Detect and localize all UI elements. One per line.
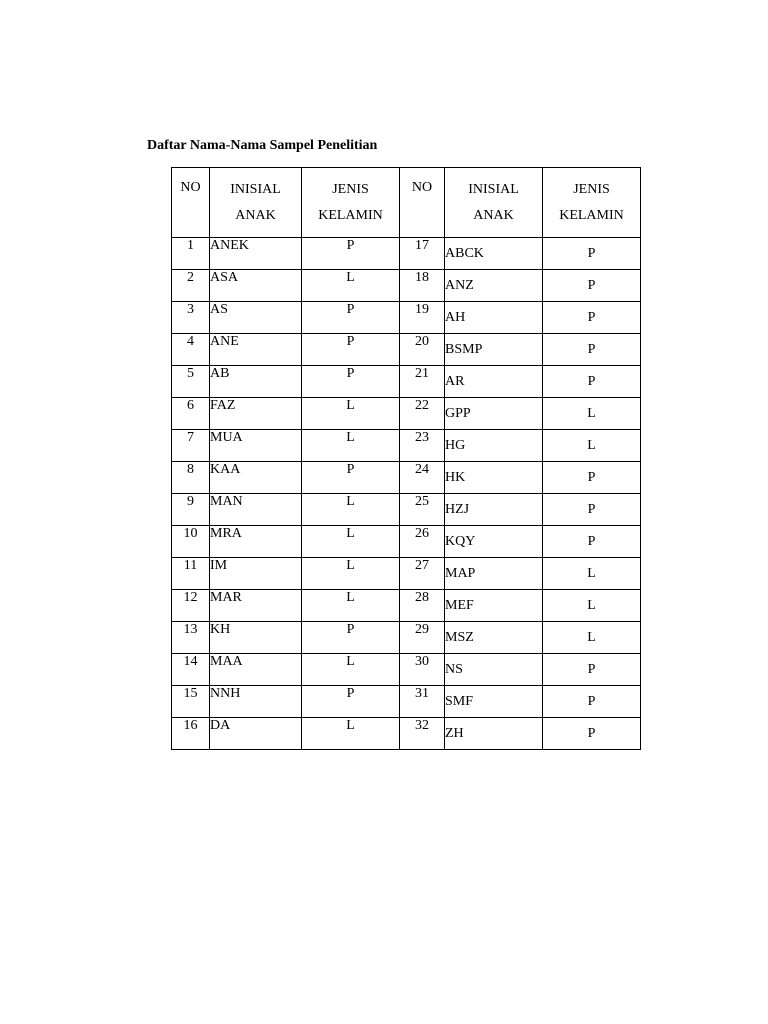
row-sex-left: L — [302, 398, 400, 430]
row-no-left: 10 — [172, 526, 210, 558]
row-no-left: 2 — [172, 270, 210, 302]
row-initial-left: MAR — [210, 590, 302, 622]
header-sex-left-line2: KELAMIN — [318, 207, 383, 223]
row-sex-left: L — [302, 590, 400, 622]
row-initial-right: MSZ — [445, 622, 543, 654]
row-initial-right: MAP — [445, 558, 543, 590]
row-no-right: 21 — [400, 366, 445, 398]
row-no-left: 15 — [172, 686, 210, 718]
row-no-right: 29 — [400, 622, 445, 654]
row-initial-left: AB — [210, 366, 302, 398]
table-row — [172, 622, 641, 654]
row-sex-right: P — [543, 654, 641, 686]
row-no-left: 5 — [172, 366, 210, 398]
row-sex-left: P — [302, 334, 400, 366]
row-sex-left: P — [302, 366, 400, 398]
header-sex-right — [543, 168, 641, 238]
row-sex-left: L — [302, 654, 400, 686]
row-initial-right: HZJ — [445, 494, 543, 526]
header-initial-right-line1: INISIAL — [468, 181, 519, 197]
row-sex-right: P — [543, 366, 641, 398]
header-sex-right-line2: KELAMIN — [559, 207, 624, 223]
table-row — [172, 334, 641, 366]
table-row — [172, 494, 641, 526]
row-sex-left: L — [302, 430, 400, 462]
table-row — [172, 654, 641, 686]
header-sex-left — [302, 168, 400, 238]
row-initial-left: MAN — [210, 494, 302, 526]
row-sex-right: P — [543, 718, 641, 750]
row-sex-left: L — [302, 270, 400, 302]
table-row — [172, 590, 641, 622]
table-row — [172, 398, 641, 430]
row-initial-right: HG — [445, 430, 543, 462]
table-header — [172, 168, 641, 238]
row-sex-left: P — [302, 238, 400, 270]
row-no-right: 31 — [400, 686, 445, 718]
row-initial-left: ASA — [210, 270, 302, 302]
row-no-right: 24 — [400, 462, 445, 494]
table-row — [172, 462, 641, 494]
row-sex-right: L — [543, 558, 641, 590]
document-title: Daftar Nama-Nama Sampel Penelitian — [147, 138, 378, 153]
header-row — [172, 168, 641, 238]
row-sex-right: P — [543, 238, 641, 270]
row-no-left: 1 — [172, 238, 210, 270]
row-initial-left: ANE — [210, 334, 302, 366]
row-sex-left: L — [302, 718, 400, 750]
row-initial-right: NS — [445, 654, 543, 686]
table-row — [172, 526, 641, 558]
row-no-left: 8 — [172, 462, 210, 494]
header-initial-left-line1: INISIAL — [230, 181, 281, 197]
row-no-left: 13 — [172, 622, 210, 654]
row-initial-right: ABCK — [445, 238, 543, 270]
row-sex-left: P — [302, 302, 400, 334]
row-sex-left: L — [302, 526, 400, 558]
row-no-right: 30 — [400, 654, 445, 686]
row-sex-right: P — [543, 494, 641, 526]
row-sex-right: P — [543, 270, 641, 302]
row-sex-left: L — [302, 558, 400, 590]
row-initial-right: MEF — [445, 590, 543, 622]
row-sex-right: P — [543, 462, 641, 494]
row-no-right: 27 — [400, 558, 445, 590]
row-no-left: 14 — [172, 654, 210, 686]
row-no-left: 4 — [172, 334, 210, 366]
row-no-left: 6 — [172, 398, 210, 430]
row-initial-left: MRA — [210, 526, 302, 558]
row-no-left: 12 — [172, 590, 210, 622]
table-row — [172, 366, 641, 398]
row-no-right: 17 — [400, 238, 445, 270]
row-no-left: 3 — [172, 302, 210, 334]
row-no-left: 7 — [172, 430, 210, 462]
row-initial-left: KH — [210, 622, 302, 654]
table-row — [172, 238, 641, 270]
row-sex-left: P — [302, 622, 400, 654]
table-row — [172, 718, 641, 750]
row-initial-left: DA — [210, 718, 302, 750]
row-sex-right: P — [543, 686, 641, 718]
header-no-right: NO — [400, 168, 445, 238]
row-initial-right: ZH — [445, 718, 543, 750]
row-no-left: 16 — [172, 718, 210, 750]
row-sex-right: P — [543, 526, 641, 558]
row-no-left: 11 — [172, 558, 210, 590]
row-no-right: 28 — [400, 590, 445, 622]
table-row — [172, 686, 641, 718]
table-row — [172, 430, 641, 462]
sample-table — [171, 167, 641, 750]
row-sex-right: L — [543, 398, 641, 430]
header-initial-left-line2: ANAK — [235, 207, 276, 223]
row-initial-left: ANEK — [210, 238, 302, 270]
row-no-right: 23 — [400, 430, 445, 462]
row-initial-left: KAA — [210, 462, 302, 494]
row-initial-left: MAA — [210, 654, 302, 686]
row-initial-right: SMF — [445, 686, 543, 718]
row-sex-right: L — [543, 590, 641, 622]
row-initial-right: GPP — [445, 398, 543, 430]
row-initial-right: BSMP — [445, 334, 543, 366]
header-initial-right-line2: ANAK — [473, 207, 514, 223]
row-no-right: 26 — [400, 526, 445, 558]
table-row — [172, 302, 641, 334]
row-initial-right: KQY — [445, 526, 543, 558]
row-sex-left: P — [302, 686, 400, 718]
row-sex-left: P — [302, 462, 400, 494]
table-body — [172, 238, 641, 750]
row-initial-right: ANZ — [445, 270, 543, 302]
row-no-right: 19 — [400, 302, 445, 334]
row-initial-left: MUA — [210, 430, 302, 462]
row-initial-right: AR — [445, 366, 543, 398]
row-no-right: 25 — [400, 494, 445, 526]
header-no-left: NO — [172, 168, 210, 238]
row-no-right: 32 — [400, 718, 445, 750]
row-initial-left: NNH — [210, 686, 302, 718]
row-initial-right: AH — [445, 302, 543, 334]
header-sex-left-line1: JENIS — [332, 181, 369, 197]
row-sex-right: P — [543, 302, 641, 334]
row-sex-left: L — [302, 494, 400, 526]
row-initial-left: AS — [210, 302, 302, 334]
row-sex-right: L — [543, 622, 641, 654]
row-no-right: 22 — [400, 398, 445, 430]
row-no-right: 20 — [400, 334, 445, 366]
row-sex-right: P — [543, 334, 641, 366]
row-initial-right: HK — [445, 462, 543, 494]
header-initial-left — [210, 168, 302, 238]
row-no-left: 9 — [172, 494, 210, 526]
table-row — [172, 558, 641, 590]
row-sex-right: L — [543, 430, 641, 462]
header-initial-right — [445, 168, 543, 238]
row-initial-left: FAZ — [210, 398, 302, 430]
row-no-right: 18 — [400, 270, 445, 302]
row-initial-left: IM — [210, 558, 302, 590]
header-sex-right-line1: JENIS — [573, 181, 610, 197]
table-row — [172, 270, 641, 302]
